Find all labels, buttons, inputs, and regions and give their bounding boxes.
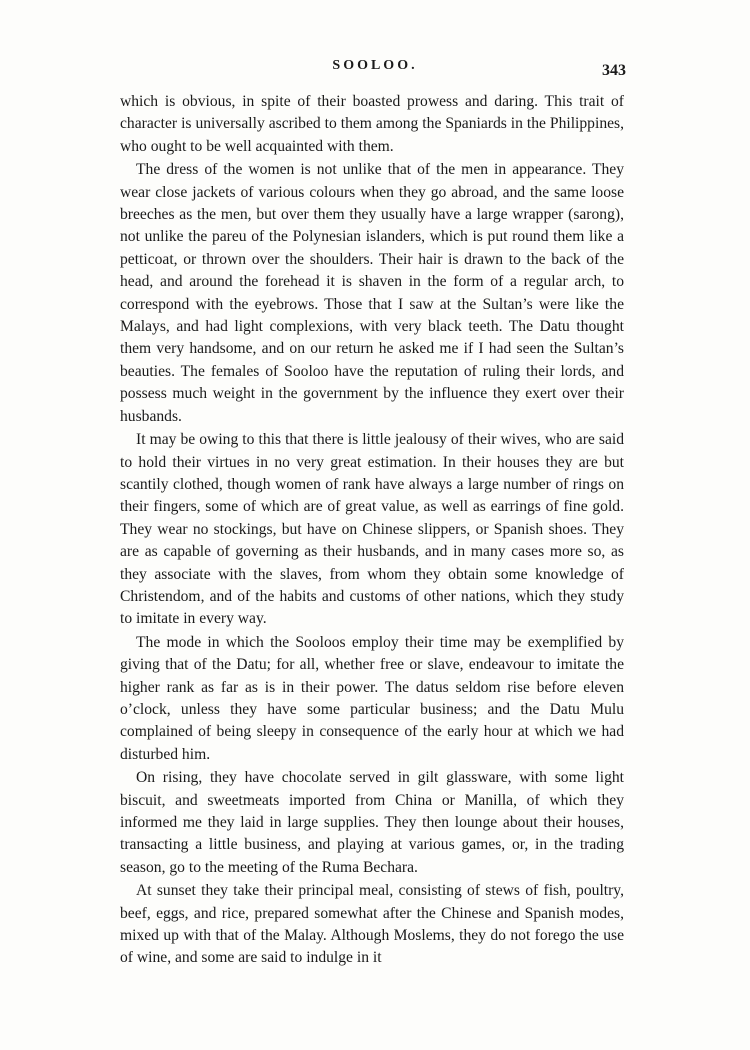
paragraph-dress-of-women: The dress of the women is not unlike that of the men in appearance. They wear close jackets of various colours when they go abroad, and the same loose breeches as the men, but over them they usually have a large wrapper (sarong), not unlike the pareu of the Polynesian islanders, which is put round them like a petticoat, or thrown over the shoulders. Their hair is drawn to the back of the head, and around the forehead it is shaven in the form of a regular arch, to correspond with the eyebrows. Those that I saw at the Sultan’s were like the Malays, and had light complexions, with very black teeth. The Datu thought them very handsome, and on our return he asked me if I had seen the Sultan’s beauties. The females of Sooloo have the reputation of ruling their lords, and possess much weight in the government by the influence they exert over their husbands. xyxy=(120,161,624,425)
paragraph-on-rising: On rising, they have chocolate served in gilt glassware, with some light biscuit, and sweetmeats imported from China or Manilla, of which they informed me they laid in large supplies. They then lounge about their houses, transacting a little business, and playing at various games, or, in the trading season, go to the meeting of the Ruma Bechara. xyxy=(120,769,624,876)
page-number: 343 xyxy=(602,62,626,79)
paragraph-at-sunset: At sunset they take their principal meal, consisting of stews of fish, poultry, beef, eggs, and rice, prepared somewhat after the Chinese and Spanish modes, mixed up with that of the Malay. Although Moslems, they do not forego the use of wine, and some are said to indulge in it xyxy=(120,882,624,967)
running-head xyxy=(0,58,750,82)
running-title: SOOLOO. xyxy=(332,58,418,73)
body-text xyxy=(120,91,624,970)
paragraph-mode-of-time: The mode in which the Sooloos employ their time may be exemplified by giving that of the Datu; for all, whether free or slave, endeavour to imitate the higher rank as far as is in their power. The datus seldom rise before eleven o’clock, unless they have some particular business; and the Datu Mulu complained of being sleepy in consequence of the early hour at which we had disturbed him. xyxy=(120,633,624,763)
paragraph-jealousy: It may be owing to this that there is little jealousy of their wives, who are said to hold their virtues in no very great estimation. In their houses they are but scantily clothed, though women of rank have always a large number of rings on their fingers, some of which are of great value, as well as earrings of fine gold. They wear no stockings, but have on Chinese slippers, or Spanish shoes. They are as capable of governing as their husbands, and in many cases more so, as they associate with the slaves, from whom they obtain some knowledge of Christendom, and of the habits and customs of other nations, which they study to imitate in every way. xyxy=(120,431,624,628)
paragraph-continued: which is obvious, in spite of their boasted prowess and daring. This trait of character is universally ascribed to them among the Spaniards in the Philippines, who ought to be well acquainted with them. xyxy=(120,93,624,155)
